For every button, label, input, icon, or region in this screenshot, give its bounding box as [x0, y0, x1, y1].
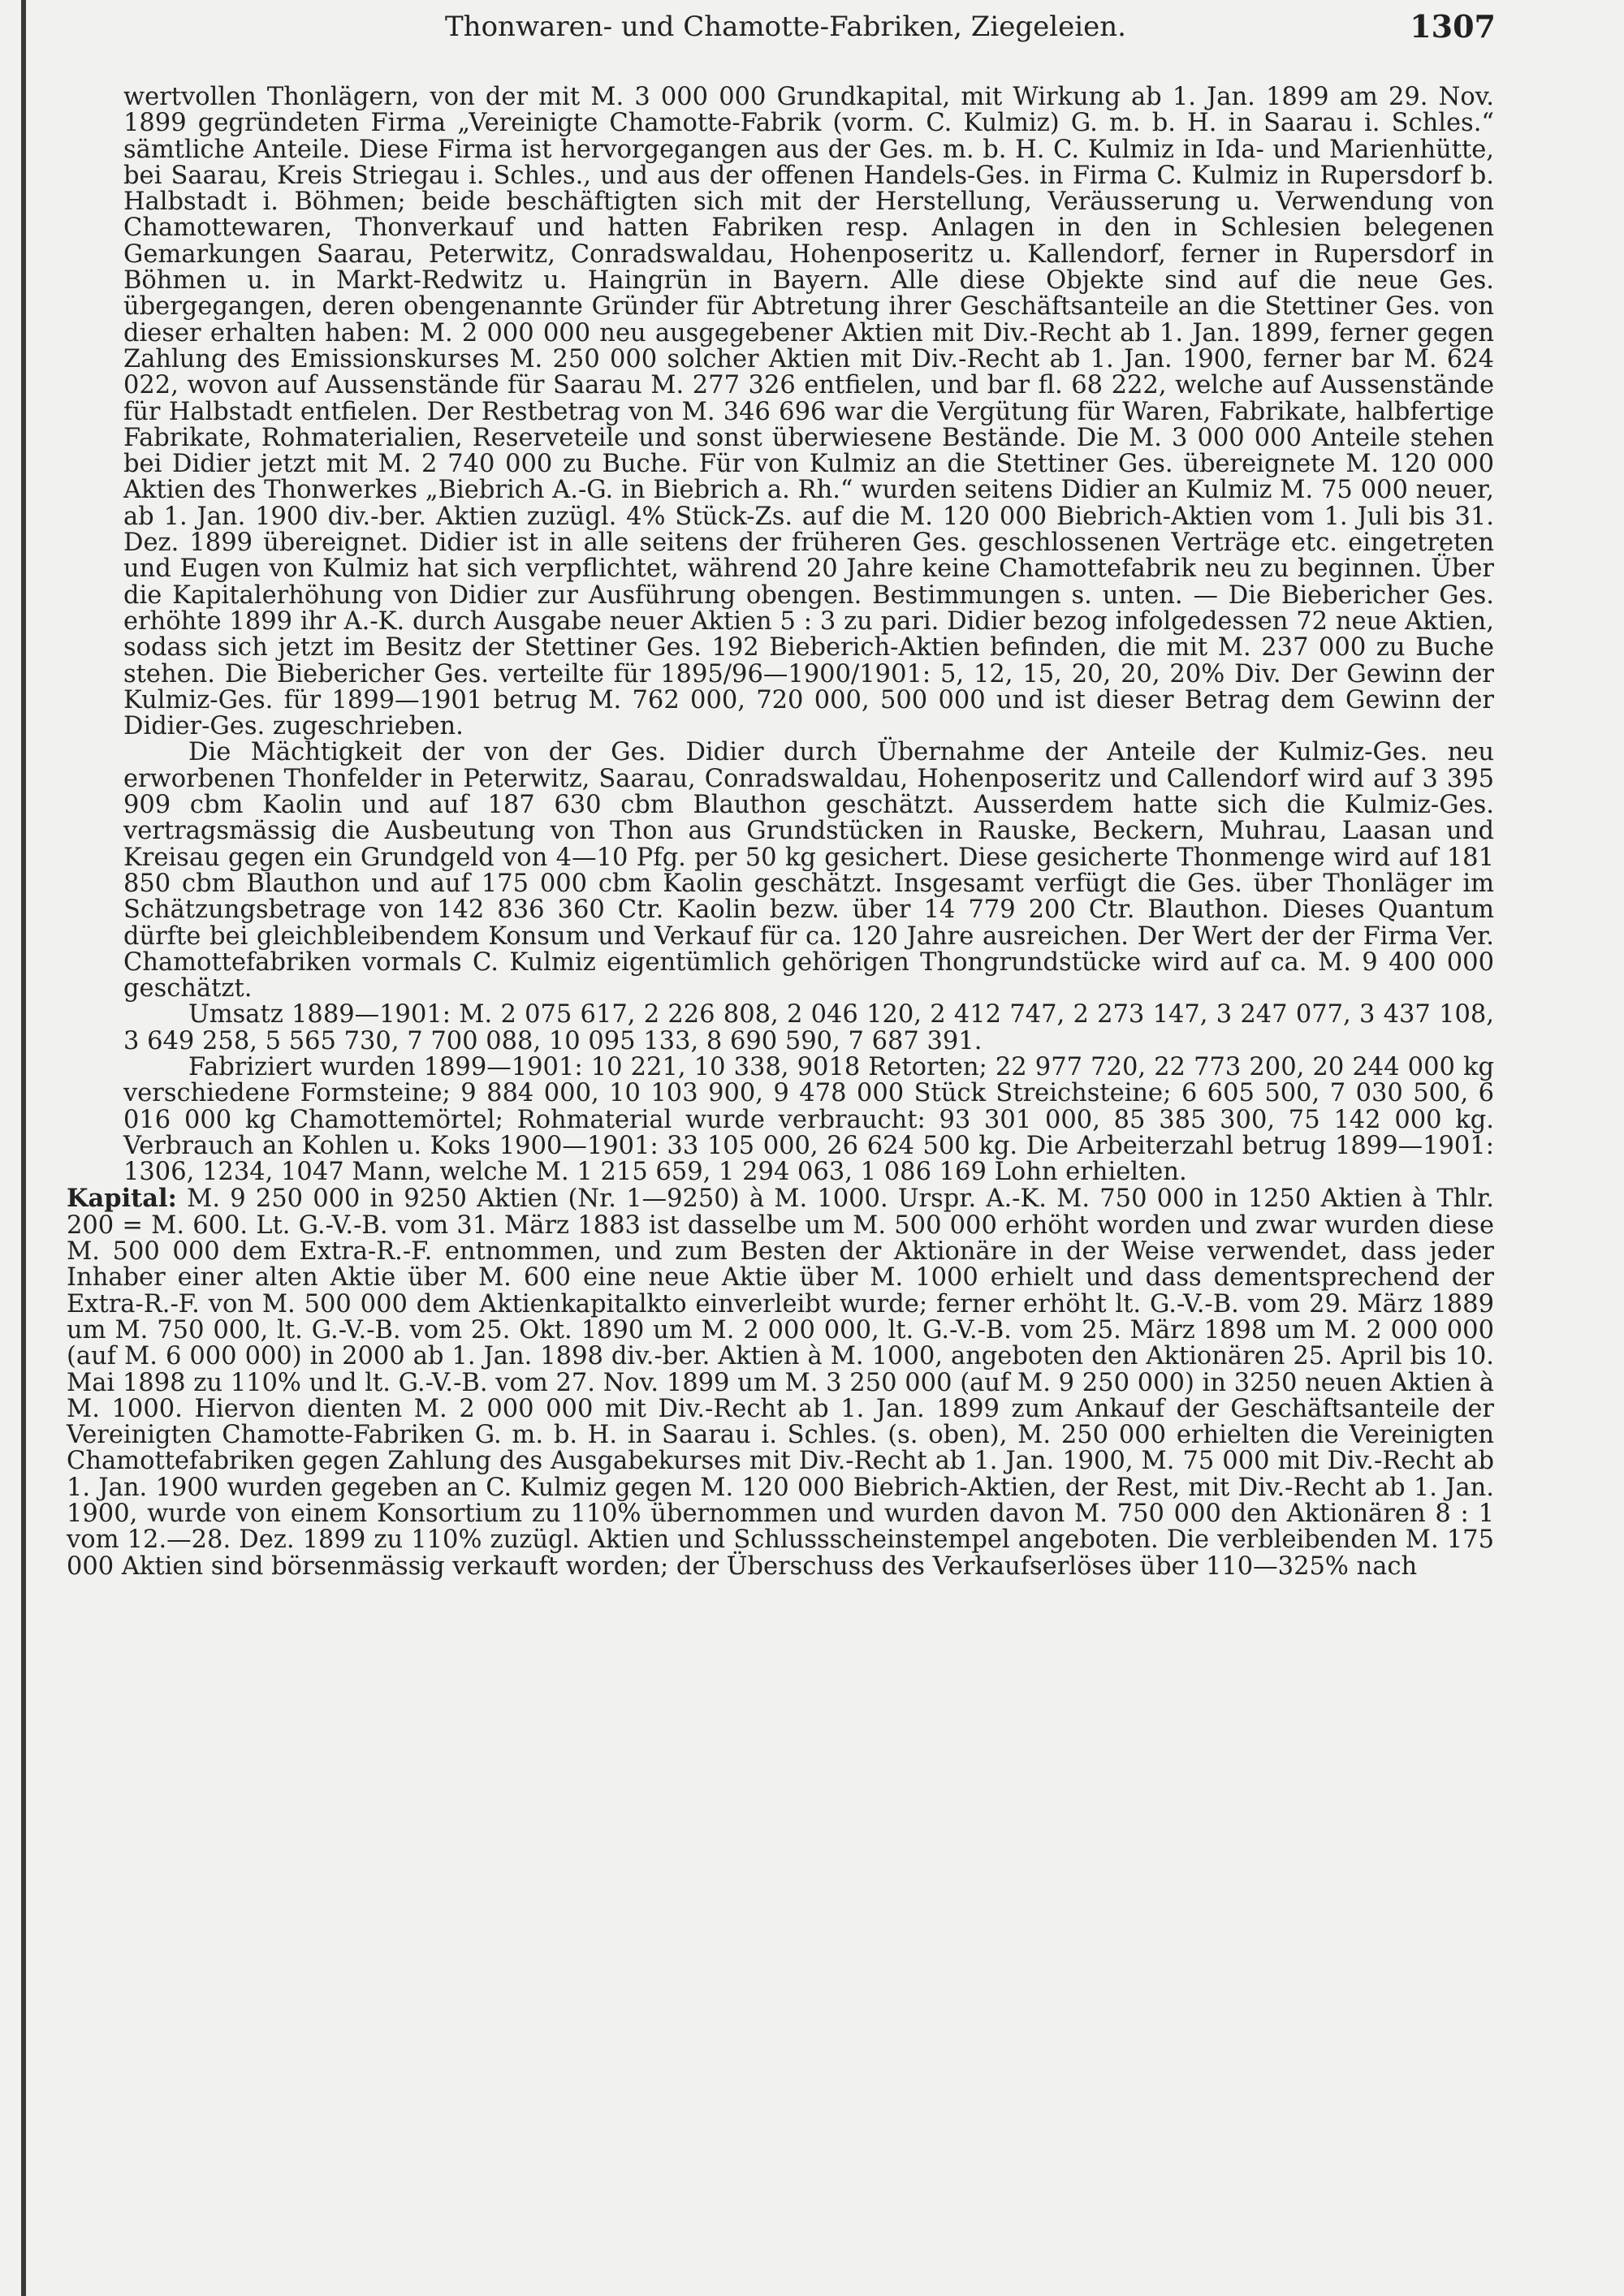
page-header [445, 8, 1496, 45]
paragraph-fabriziert: Fabriziert wurden 1899—1901: 10 221, 10 338, 9018 Retorten; 22 977 720, 22 773 200, 20 244 000 kg verschiedene Formsteine; 9 884 000, 10 103 900, 9 478 000 Stück Streichsteine; 6 605 500, 7 030 500, 6 016 000 kg Chamottemörtel; Rohmaterial wurde verbraucht: 93 301 000, 85 385 300, 75 142 000 kg. Verbrauch an Kohlen u. Koks 1900—1901: 33 105 000, 26 624 500 kg. Die Arbeiterzahl betrug 1899—1901: 1306, 1234, 1047 Mann, welche M. 1 215 659, 1 294 063, 1 086 169 Lohn erhielten. [123, 1052, 1494, 1187]
paragraph-thonfelder: Die Mächtigkeit der von der Ges. Didier durch Übernahme der Anteile der Kulmiz-Ges. neu erworbenen Thonfelder in Peterwitz, Saarau, Conradswaldau, Hohenposeritz und Callendorf wird auf 3 395 909 cbm Kaolin und auf 187 630 cbm Blauthon geschätzt. Ausserdem hatte sich die Kulmiz-Ges. vertragsmässig die Ausbeutung von Thon aus Grundstücken in Rauske, Beckern, Muhrau, Laasan und Kreisau gegen ein Grundgeld von 4—10 Pfg. per 50 kg gesichert. Diese gesicherte Thonmenge wird auf 181 850 cbm Blauthon und auf 175 000 cbm Kaolin geschätzt. Insgesamt verfügt die Ges. über Thonläger im Schätzungsbetrage von 142 836 360 Ctr. Kaolin bezw. über 14 779 200 Ctr. Blauthon. Dieses Quantum dürfte bei gleichbleibendem Konsum und Verkauf für ca. 120 Jahre ausreichen. Der Wert der der Firma Ver. Chamottefabriken vormals C. Kulmiz eigentümlich gehörigen Thongrundstücke wird auf ca. M. 9 400 000 geschätzt. [123, 738, 1494, 1003]
paragraph-kapital [67, 1185, 1494, 1579]
paragraph-kulmiz-acquisition: wertvollen Thonlägern, von der mit M. 3 000 000 Grundkapital, mit Wirkung ab 1. Jan. 1899 am 29. Nov. 1899 gegründeten Firma „Vereinigte Chamotte-Fabrik (vorm. C. Kulmiz) G. m. b. H. in Saarau i. Schles.“ sämtliche Anteile. Diese Firma ist hervorgegangen aus der Ges. m. b. H. C. Kulmiz in Ida- und Marienhütte, bei Saarau, Kreis Striegau i. Schles., und aus der offenen Handels-Ges. in Firma C. Kulmiz in Rupersdorf b. Halbstadt i. Böhmen; beide beschäftigten sich mit der Herstellung, Veräusserung u. Verwendung von Chamottewaren, Thonverkauf und hatten Fabriken resp. Anlagen in den in Schlesien belegenen Gemarkungen Saarau, Peterwitz, Conradswaldau, Hohenposeritz u. Kallendorf, ferner in Rupersdorf in Böhmen u. in Markt-Redwitz u. Haingrün in Bayern. Alle diese Objekte sind auf die neue Ges. übergegangen, deren obengenannte Gründer für Abtretung ihrer Geschäftsanteile an die Stettiner Ges. von dieser erhalten haben: M. 2 000 000 neu ausgegebener Aktien mit Div.-Recht ab 1. Jan. 1899, ferner gegen Zahlung des Emissionskurses M. 250 000 solcher Aktien mit Div.-Recht ab 1. Jan. 1900, ferner bar M. 624 022, wovon auf Aussenstände für Saarau M. 277 326 entfielen, und bar fl. 68 222, welche auf Aussenstände für Halbstadt entfielen. Der Restbetrag von M. 346 696 war die Vergütung für Waren, Fabrikate, halbfertige Fabrikate, Rohmaterialien, Reserveteile und sonst überwiesene Bestände. Die M. 3 000 000 Anteile stehen bei Didier jetzt mit M. 2 740 000 zu Buche. Für von Kulmiz an die Stettiner Ges. übereignete M. 120 000 Aktien des Thonwerkes „Biebrich A.-G. in Biebrich a. Rh.“ wurden seitens Didier an Kulmiz M. 75 000 neuer, ab 1. Jan. 1900 div.-ber. Aktien zuzügl. 4% Stück-Zs. auf die M. 120 000 Biebrich-Aktien vom 1. Juli bis 31. Dez. 1899 übereignet. Didier ist in alle seitens der früheren Ges. geschlossenen Verträge etc. eingetreten und Eugen von Kulmiz hat sich verpflichtet, während 20 Jahre keine Chamottefabrik neu zu beginnen. Über die Kapitalerhöhung von Didier zur Ausführung obengen. Bestimmungen s. unten. — Die Biebericher Ges. erhöhte 1899 ihr A.-K. durch Ausgabe neuer Aktien 5 : 3 zu pari. Didier bezog infolgedessen 72 neue Aktien, sodass sich jetzt im Besitz der Stettiner Ges. 192 Bieberich-Aktien befinden, die mit M. 237 000 zu Buche stehen. Die Biebericher Ges. verteilte für 1895/96—1900/1901: 5, 12, 15, 20, 20, 20% Div. Der Gewinn der Kulmiz-Ges. für 1899—1901 betrug M. 762 000, 720 000, 500 000 und ist dieser Betrag dem Gewinn der Didier-Ges. zugeschrieben. [123, 83, 1494, 741]
page-number: 1307 [1410, 8, 1496, 45]
kapital-label: Kapital: [67, 1184, 177, 1214]
page-binding-edge [21, 0, 26, 2296]
page-body [67, 83, 1494, 1581]
kapital-text: M. 9 250 000 in 9250 Aktien (Nr. 1—9250) à M. 1000. Urspr. A.-K. M. 750 000 in 1250 Aktien à Thlr. 200 = M. 600. Lt. G.-V.-B. vom 31. März 1883 ist dasselbe um M. 500 000 erhöht worden und zwar wurden diese M. 500 000 dem Extra-R.-F. entnommen, und zum Besten der Aktionäre in der Weise verwendet, dass jeder Inhaber einer alten Aktie über M. 600 eine neue Aktie über M. 1000 erhielt und dass dementsprechend der Extra-R.-F. von M. 500 000 dem Aktienkapitalkto einverleibt wurde; ferner erhöht lt. G.-V.-B. vom 29. März 1889 um M. 750 000, lt. G.-V.-B. vom 25. Okt. 1890 um M. 2 000 000, lt. G.-V.-B. vom 25. März 1898 um M. 2 000 000 (auf M. 6 000 000) in 2000 ab 1. Jan. 1898 div.-ber. Aktien à M. 1000, angeboten den Aktionären 25. April bis 10. Mai 1898 zu 110% und lt. G.-V.-B. vom 27. Nov. 1899 um M. 3 250 000 (auf M. 9 250 000) in 3250 neuen Aktien à M. 1000. Hiervon dienten M. 2 000 000 mit Div.-Recht ab 1. Jan. 1899 zum Ankauf der Geschäftsanteile der Vereinigten Chamotte-Fabriken G. m. b. H. in Saarau i. Schles. (s. oben), M. 250 000 erhielten die Vereinigten Chamottefabriken gegen Zahlung des Ausgabekurses mit Div.-Recht ab 1. Jan. 1900, M. 75 000 mit Div.-Recht ab 1. Jan. 1900 wurden gegeben an C. Kulmiz gegen M. 120 000 Biebrich-Aktien, der Rest, mit Div.-Recht ab 1. Jan. 1900, wurde von einem Konsortium zu 110% übernommen und wurden davon M. 750 000 den Aktionären 8 : 1 vom 12.—28. Dez. 1899 zu 110% zuzügl. Aktien und Schlussscheinstempel angeboten. Die verbleibenden M. 175 000 Aktien sind börsenmässig verkauft worden; der Überschuss des Verkaufserlöses über 110—325% nach [67, 1185, 1494, 1581]
paragraph-umsatz: Umsatz 1889—1901: M. 2 075 617, 2 226 808, 2 046 120, 2 412 747, 2 273 147, 3 247 077, 3 437 108, 3 649 258, 5 565 730, 7 700 088, 10 095 133, 8 690 590, 7 687 391. [123, 1000, 1494, 1055]
running-title: Thonwaren- und Chamotte-Fabriken, Ziegeleien. [445, 11, 1126, 43]
